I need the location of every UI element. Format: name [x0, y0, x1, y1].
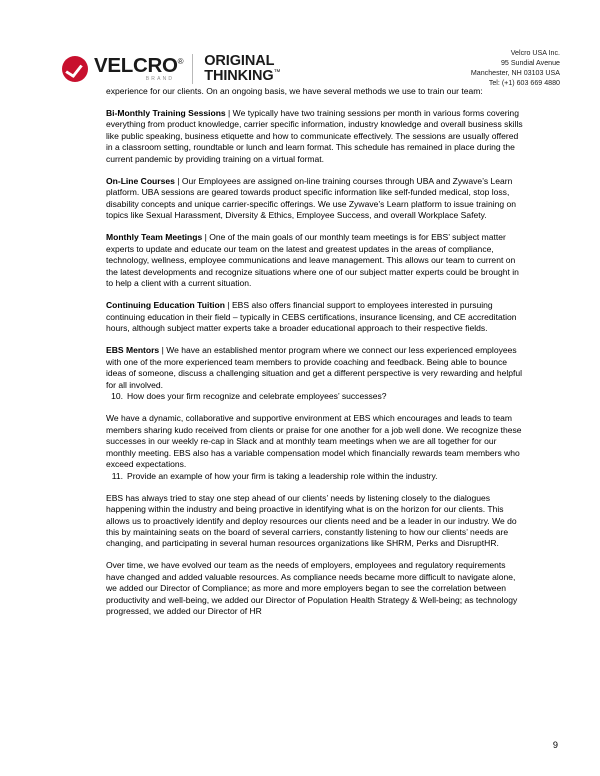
question-block-10 [106, 391, 524, 470]
question-item [106, 471, 524, 482]
training-method-separator: | [225, 300, 232, 311]
question-number: 10. [111, 391, 123, 402]
answer-paragraph: EBS has always tried to stay one step ahead of our clients’ needs by listening closely to the dialogues happening within the industry and being proactive in identifying what is on the horizon for our clients. This allows us to proactively identify and deploy resources our clients need and be a leader in our industry. We do this by maintaining seats on the board of several carriers, constantly listening to how our clients’ needs are changing, and participating in several human resources organizations like SHRM, Perks and DisruptHR. [106, 492, 517, 549]
original-thinking-line1: ORIGINAL [204, 53, 275, 70]
question-text: How does your firm recognize and celebrate employees’ successes? [127, 391, 387, 402]
logo-divider [192, 54, 193, 84]
velcro-registered-mark: ® [177, 56, 184, 66]
velcro-checkmark-icon [62, 56, 88, 82]
training-method-item [106, 300, 524, 334]
training-method-lead-in: Continuing Education Tuition [106, 300, 225, 311]
answer-paragraph: Over time, we have evolved our team as the needs of employers, employees and regulatory requirements have changed and added valuable resources. As compliance needs became more difficult to navigate alone, we added our Director of Compliance; as more and more employers began to see the correlation between productivity and well-being, we added our Director of Population Health Strategy & Well-being; as technology progressed, we added our Director of HR [106, 560, 518, 617]
training-method-item [106, 232, 524, 289]
company-address-block [471, 48, 560, 88]
document-body [106, 86, 524, 618]
velcro-brand-label: BRAND [145, 76, 175, 83]
training-method-text: We have an established mentor program where we connect our less experienced employees with one of the more experienced team members to provide coaching and feedback. Being able to bounce ideas of someone, discuss a challenging situation and get a different perspective is very rewarding and helpful for all involved. [106, 345, 523, 390]
question-block-11 [106, 471, 524, 618]
address-phone: Tel: (+1) 603 669 4880 [488, 79, 560, 88]
address-company: Velcro USA Inc. [510, 49, 560, 57]
question-item [106, 391, 524, 402]
velcro-word-text: VELCRO [94, 53, 178, 77]
velcro-original-thinking-logo [62, 52, 280, 86]
answer-paragraph: We have a dynamic, collaborative and supportive environment at EBS which encourages and leads to team members sharing kudo received from clients or praise for one another for a job well done. We recognize these successes in our weekly re-cap in Slack and at monthly team meetings when we are all together for our monthly meeting. EBS also has a variable compensation model which financially rewards team members who exceed expectations. [106, 413, 522, 470]
original-thinking-wordmark [204, 54, 280, 84]
velcro-wordmark [94, 53, 184, 83]
training-method-separator: | [159, 345, 167, 356]
training-method-text: We typically have two training sessions per month in various forms covering everything from product knowledge, carrier specific information, industry knowledge and overall business skills like public speaking, business etiquette and how to communicate effectively. The sessions are usually offered in a classroom setting, roundtable or lunch and learn format. This schedule has remained in place during the current pandemic by providing training on a virtual format. [106, 107, 523, 164]
training-methods-list [106, 108, 524, 391]
training-method-item [106, 108, 524, 165]
training-method-text: EBS also offers financial support to employees interested in pursuing continuing education in their field – typically in CEBS certifications, insurance licensing, and CE accreditation hours, although subject matter experts take a broader educational approach to their respective fields. [106, 300, 517, 334]
page-number: 9 [552, 740, 558, 750]
velcro-word [94, 53, 184, 77]
training-method-lead-in: Monthly Team Meetings [106, 232, 203, 243]
original-thinking-line2: THINKING [204, 68, 274, 84]
address-street: 95 Sundial Avenue [500, 59, 560, 68]
training-method-lead-in: EBS Mentors [106, 345, 160, 356]
training-method-text: One of the main goals of our monthly team meetings is for EBS’ subject matter experts to update and educate our team on the latest and greatest updates in the areas of compliance, technology, wellness, employee communications and leave management. This allows our team to current on the latest developments and recognize situations where one of our subject matter experts could be brought in to help a client with a current situation. [106, 232, 519, 289]
training-method-separator: | [174, 175, 182, 186]
training-method-separator: | [225, 107, 233, 118]
question-number: 11. [111, 470, 123, 481]
training-method-text: Our Employees are assigned on-line training courses through UBA and Zywave’s Learn platform. UBA sessions are geared towards product specific information like self-funded medical, stop loss, disability concepts and unique carrier-specific offerings. We use Zywave’s Learn platform to issue training on topics like Sexual Harassment, Diversity & Ethics, Employee Success, and overall Workplace Safety. [106, 175, 516, 221]
original-thinking-tm-mark: ™ [273, 69, 281, 77]
continuation-paragraph: experience for our clients. On an ongoing basis, we have several methods we use to train our team: [106, 86, 483, 96]
question-text: Provide an example of how your firm is taking a leadership role within the industry. [127, 470, 438, 481]
training-method-lead-in: Bi-Monthly Training Sessions [106, 107, 226, 118]
training-method-lead-in: On-Line Courses [106, 175, 175, 186]
training-method-item [106, 176, 524, 222]
address-city-state-zip: Manchester, NH 03103 USA [470, 69, 560, 78]
training-method-separator: | [202, 232, 210, 243]
training-method-item [106, 345, 524, 391]
